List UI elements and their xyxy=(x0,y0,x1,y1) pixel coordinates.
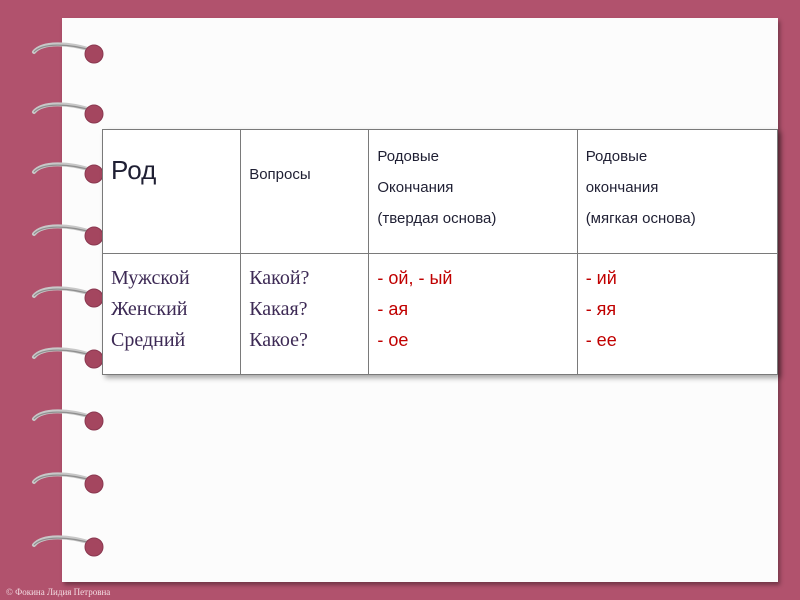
question-feminine: Какая? xyxy=(249,298,308,320)
header-hard-line: (твердая основа) xyxy=(377,210,497,227)
header-questions xyxy=(241,130,369,254)
hard-ending-feminine: - ая xyxy=(377,299,409,319)
header-hard-line: Окончания xyxy=(377,179,454,196)
gender-feminine: Женский xyxy=(111,298,188,320)
header-soft-stem xyxy=(577,130,777,254)
soft-endings-cell xyxy=(577,254,777,375)
adjective-endings-table xyxy=(102,129,778,375)
spiral-ring-icon xyxy=(28,345,108,371)
header-hard-line: Родовые xyxy=(377,148,439,165)
hard-ending-masculine: - ой, - ый xyxy=(377,268,453,288)
spiral-ring-icon xyxy=(28,470,108,496)
hard-ending-neuter: - ое xyxy=(377,330,409,350)
gender-masculine: Мужской xyxy=(111,267,190,289)
genders-cell xyxy=(103,254,241,375)
header-soft-line: окончания xyxy=(585,179,659,196)
spiral-ring-icon xyxy=(28,284,108,310)
table-body-row xyxy=(103,254,778,375)
hard-endings-cell xyxy=(369,254,577,375)
soft-ending-neuter: - ее xyxy=(585,330,617,350)
spiral-ring-icon xyxy=(28,160,108,186)
spiral-ring-icon xyxy=(28,100,108,126)
question-masculine: Какой? xyxy=(249,267,310,289)
header-hard-stem xyxy=(369,130,577,254)
soft-ending-feminine: - яя xyxy=(585,299,617,319)
gender-neuter: Средний xyxy=(111,329,186,351)
question-neuter: Какое? xyxy=(249,329,308,351)
header-questions-label: Вопросы xyxy=(249,166,311,183)
soft-ending-masculine: - ий xyxy=(585,268,617,288)
table-header-row xyxy=(103,130,778,254)
questions-cell xyxy=(241,254,369,375)
spiral-ring-icon xyxy=(28,533,108,559)
spiral-ring-icon xyxy=(28,407,108,433)
spiral-ring-icon xyxy=(28,40,108,66)
spiral-ring-icon xyxy=(28,222,108,248)
copyright-text: © Фокина Лидия Петровна xyxy=(6,587,111,597)
header-soft-line: (мягкая основа) xyxy=(585,210,696,227)
header-soft-line: Родовые xyxy=(585,148,648,165)
header-gender xyxy=(103,130,241,254)
header-gender-label: Род xyxy=(111,155,157,185)
